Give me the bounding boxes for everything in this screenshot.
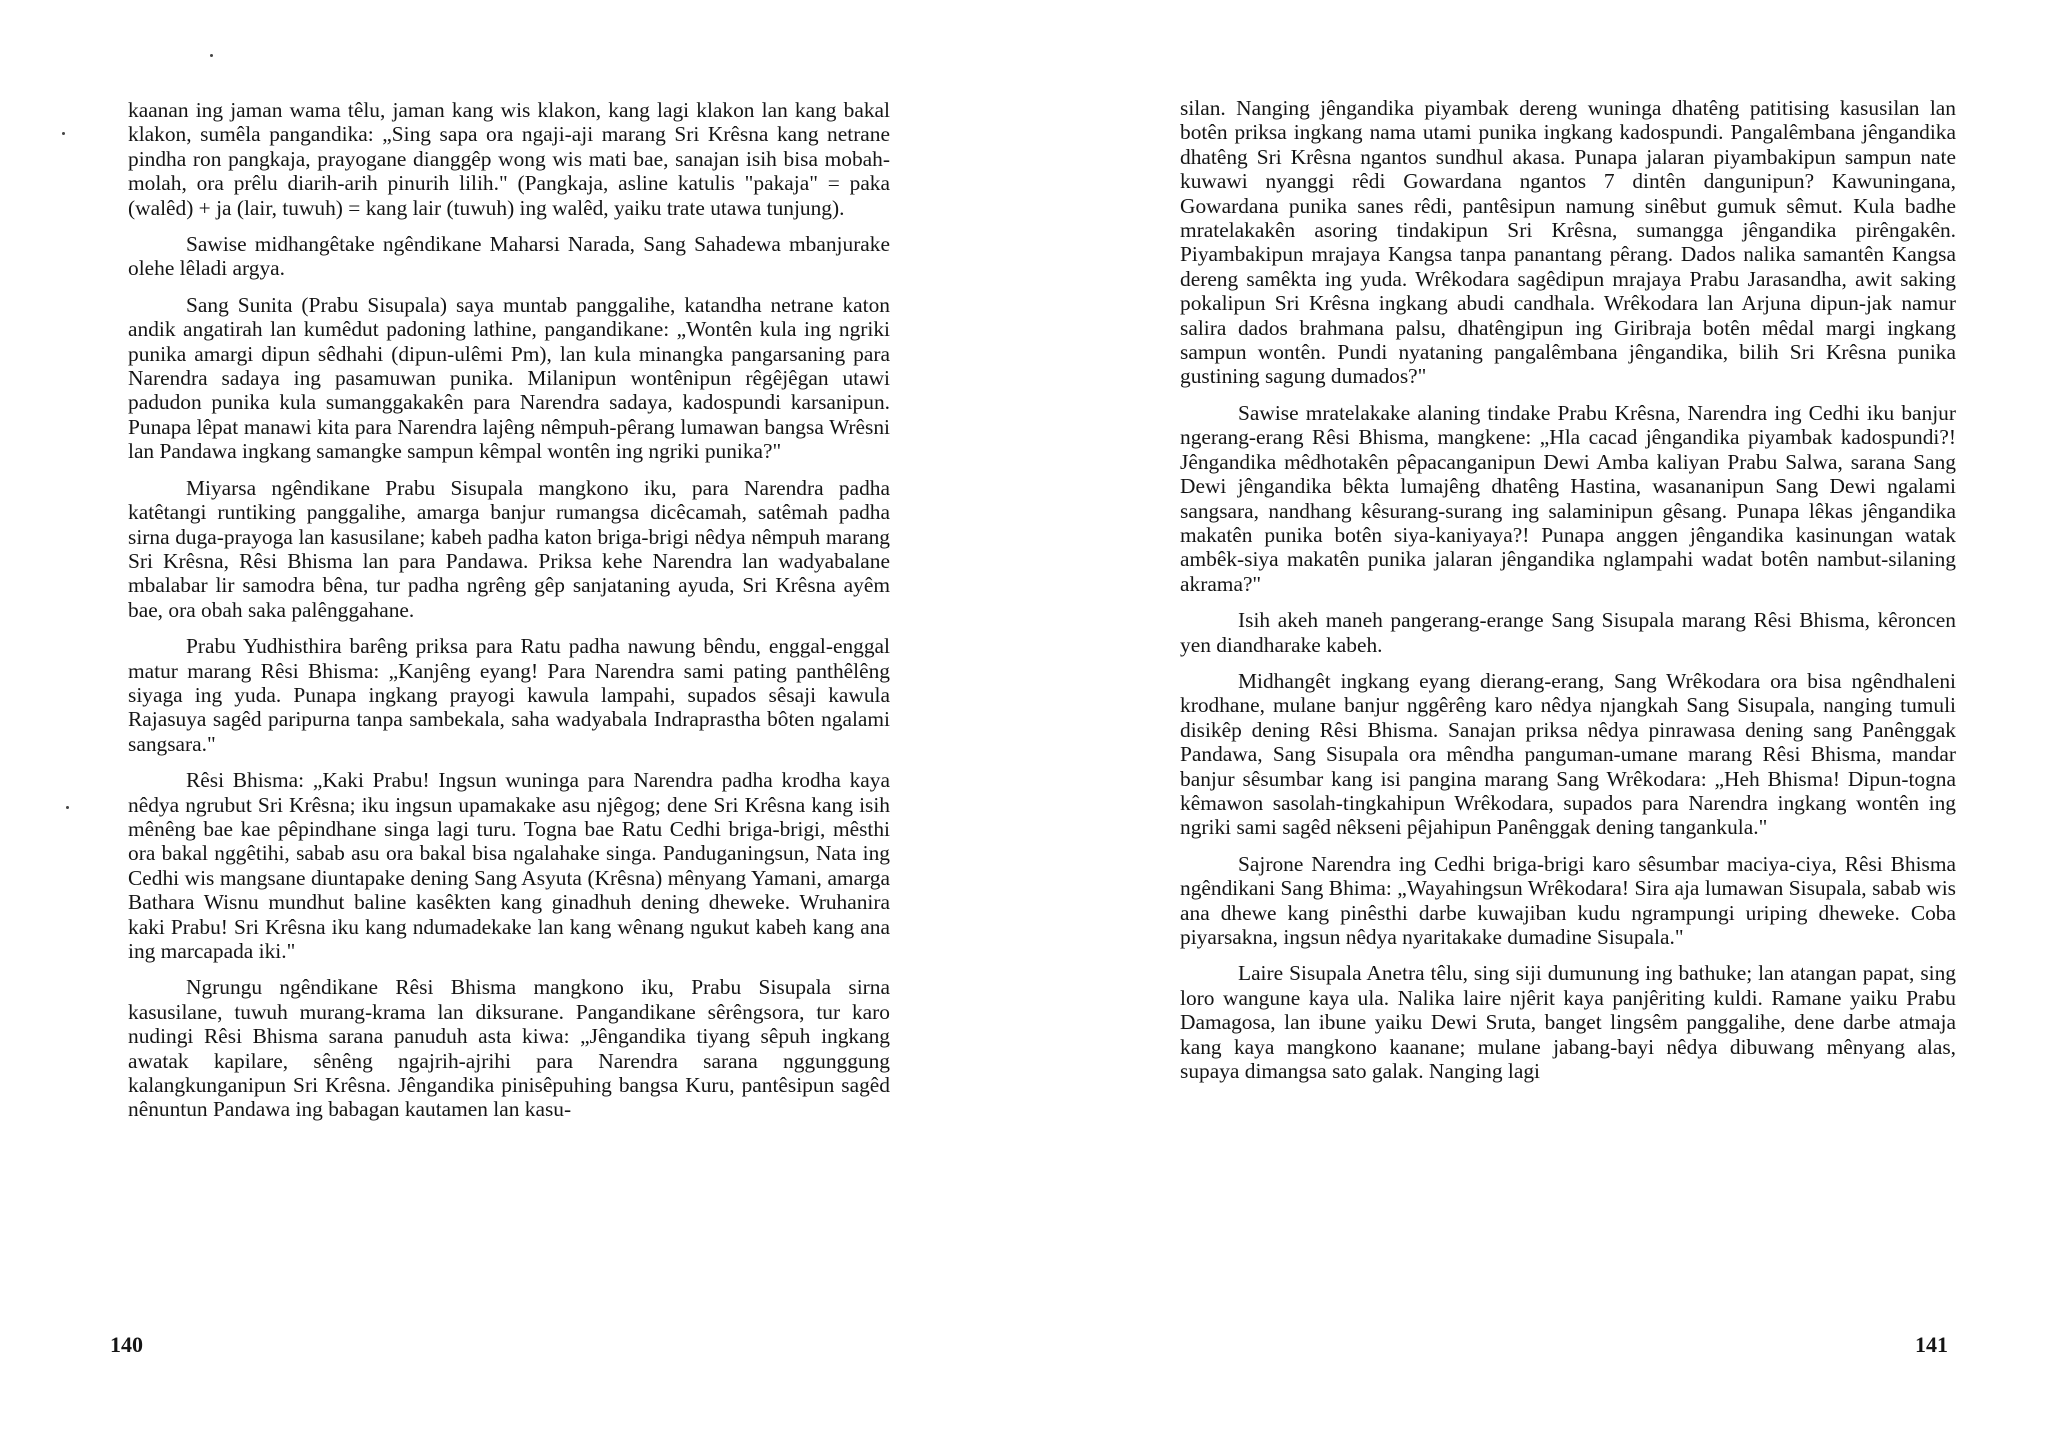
paragraph: kaanan ing jaman wama têlu, jaman kang wis klakon, kang lagi klakon lan kang bakal klakon, sumêla pangandika: „Sing sapa ora ngaji-aji marang Sri Krêsna kang netrane pindha ron pangkaja, prayogane dianggêp wong wis mati bae, sanajan isih bisa mobah-molah, ora prêlu diarih-arih pinurih lilih." (Pangkaja, asline katulis "pakaja" = paka (walêd) + ja (lair, tuwuh) = kang lair (tuwuh) ing walêd, yaiku trate utawa tunjung). (128, 98, 890, 220)
paragraph: Sang Sunita (Prabu Sisupala) saya muntab panggalihe, katandha netrane katon andik angatirah lan kumêdut padoning lathine, pangandikane: „Wontên kula ing ngriki punika amargi dipun sêdhahi (dipun-ulêmi Pm), lan kula minangka pangarsaning para Narendra sadaya ing pasamuwan punika. Milanipun wontênipun rêgêjêgan utawi padudon punika kula sumanggakakên para Narendra sadaya, kadospundi karsanipun. Punapa lêpat manawi kita para Narendra lajêng nêmpuh-pêrang lumawan bangsa Wrêsni lan Pandawa ingkang samangke sampun kêmpal wontên ing ngriki punika?" (128, 292, 890, 464)
paragraph: Prabu Yudhisthira barêng priksa para Ratu padha nawung bêndu, enggal-enggal matur marang Rêsi Bhisma: „Kanjêng eyang! Para Narendra sami pating panthêlêng siyaga ing yuda. Punapa ingkang prayogi kawula lampahi, supados sêsaji kawula Rajasuya sagêd paripurna tanpa sambekala, saha wadyabala Indraprastha bôten ngalami sangsara." (128, 634, 890, 756)
paragraph: Miyarsa ngêndikane Prabu Sisupala mangkono iku, para Narendra padha katêtangi runtiking panggalihe, amarga banjur rumangsa dicêcamah, satêmah padha sirna duga-prayoga lan kasusilane; kabeh padha katon briga-brigi nêdya nêmpuh marang Sri Krêsna, Rêsi Bhisma lan para Pandawa. Priksa kehe Narendra lan wadyabalane mbalabar lir samodra bêna, tur padha ngrêng gêp sanjataning ayuda, Sri Krêsna ayêm bae, ora obah saka palênggahane. (128, 475, 890, 622)
scan-speck (62, 132, 65, 135)
paragraph: Rêsi Bhisma: „Kaki Prabu! Ingsun wuninga para Narendra padha krodha kaya nêdya ngrubut Sri Krêsna; iku ingsun upamakake asu njêgog; dene Sri Krêsna kang isih mênêng bae kae pêpindhane singa lagi turu. Togna bae Ratu Cedhi briga-brigi, mêsthi ora bakal nggêtihi, sabab asu ora bakal bisa ngalahake singa. Panduganingsun, Nata ing Cedhi wis mangsane diuntapake dening Sang Asyuta (Krêsna) mênyang Yamani, amarga Bathara Wisnu mundhut baline kasêkten kang ginadhuh dening dheweke. Wruhanira kaki Prabu! Sri Krêsna iku kang ndumadekake lan kang wênang ngukut kabeh kang ana ing marcapada iki." (128, 768, 890, 963)
paragraph: Sawise mratelakake alaning tindake Prabu Krêsna, Narendra ing Cedhi iku banjur ngerang-erang Rêsi Bhisma, mangkene: „Hla cacad jêngandika piyambak kadospundi?! Jêngandika mêdhotakên pêpacanganipun Dewi Amba kaliyan Prabu Salwa, sarana Sang Dewi jêngandika bêkta lumajêng dhatêng Hastina, wasananipun Sang Dewi ngalami sangsara, nandhang kêsurang-surang ing salaminipun gêsang. Punapa lêkas jêngandika makatên punika botên siya-kaniyaya?! Punapa anggen jêngandika kasinungan watak ambêk-siya makatên punika jalaran jêngandika nglampahi wadat botên nambut-silaning akrama?" (1180, 400, 1956, 596)
paragraph: Isih akeh maneh pangerang-erange Sang Sisupala marang Rêsi Bhisma, kêroncen yen diandharake kabeh. (1180, 608, 1956, 657)
paragraph: Sawise midhangêtake ngêndikane Maharsi Narada, Sang Sahadewa mbanjurake olehe lêladi argya. (128, 232, 890, 281)
left-page-text (128, 98, 890, 1134)
paragraph: Midhangêt ingkang eyang dierang-erang, Sang Wrêkodara ora bisa ngêndhaleni krodhane, mulane banjur nggêrêng karo nêdya njangkah Sang Sisupala, nanging tumuli disikêp dening Rêsi Bhisma. Sanajan priksa nêdya pinrawasa dening sang Panênggak Pandawa, Sang Sisupala ora mêndha panguman-umane marang Rêsi Bhisma, mandar banjur sêsumbar kang isi pangina marang Sang Wrêkodara: „Heh Bhisma! Dipun-togna kêmawon sasolah-tingkahipun Wrêkodara, supados para Narendra ingkang wontên ing ngriki sami sagêd nêkseni pêjahipun Panênggak dening tangankula." (1180, 668, 1956, 840)
scan-speck (210, 54, 213, 57)
right-page (1010, 0, 2048, 1448)
paragraph: Laire Sisupala Anetra têlu, sing siji dumunung ing bathuke; lan atangan papat, sing loro wangune kaya ula. Nalika laire njêrit kaya panjêriting kuldi. Ramane yaiku Prabu Damagosa, lan ibune yaiku Dewi Sruta, banget lingsêm panggalihe, dene darbe atmaja kang kaya mangkono kaanane; mulane jabang-bayi nêdya dibuwang mênyang alas, supaya dimangsa sato galak. Nanging lagi (1180, 961, 1956, 1084)
scan-speck (66, 806, 69, 809)
left-page (0, 0, 1010, 1448)
paragraph: Ngrungu ngêndikane Rêsi Bhisma mangkono iku, Prabu Sisupala sirna kasusilane, tuwuh murang-krama lan diksurane. Pangandikane sêrêngsora, tur karo nudingi Rêsi Bhisma sarana panuduh asta kiwa: „Jêngandika tiyang sêpuh ingkang awatak kapilare, sênêng ngajrih-ajrihi para Narendra sarana nggunggung kalangkunganipun Sri Krêsna. Jêngandika pinisêpuhing bangsa Kuru, pantêsipun sagêd nênuntun Pandawa ing babagan kautamen lan kasu- (128, 975, 890, 1122)
paragraph: silan. Nanging jêngandika piyambak dereng wuninga dhatêng patitising kasusilan lan botên priksa ingkang nama utami punika ingkang kadospundi. Pangalêmbana jêngandika dhatêng Sri Krêsna ngantos sundhul akasa. Punapa jalaran piyambakipun sampun nate kuwawi nyanggi rêdi Gowardana ngantos 7 dintên dangunipun? Kawuningana, Gowardana punika sanes rêdi, pantêsipun namung sinêbut gumuk sêmut. Kula badhe mratelakakên asoring tindakipun Sri Krêsna, sumangga jêngandika pirêngakên. Piyambakipun mrajaya Kangsa tanpa panantang pêrang. Dados nalika samantên Kangsa dereng samêkta ing yuda. Wrêkodara sagêdipun mrajaya Prabu Jarasandha, awit saking pokalipun Sri Krêsna ingkang abudi candhala. Wrêkodara lan Arjuna dipun-jak namur salira dados brahmana palsu, dhatêngipun ing Giribraja botên mêdal margi ingkang sampun wontên. Pundi nyataning pangalêmbana jêngandika, bilih Sri Krêsna punika gustining sagung dumados?" (1180, 96, 1956, 389)
page-number-right: 141 (1915, 1332, 1948, 1357)
page-number-left: 140 (110, 1332, 143, 1357)
paragraph: Sajrone Narendra ing Cedhi briga-brigi karo sêsumbar maciya-ciya, Rêsi Bhisma ngêndikani Sang Bhima: „Wayahingsun Wrêkodara! Sira aja lumawan Sisupala, sabab wis ana dhewe kang pinêsthi darbe kuwajiban kudu ngrampungi uriping dheweke. Coba piyarsakna, ingsun nêdya nyaritakake dumadine Sisupala." (1180, 851, 1956, 949)
right-page-text (1180, 96, 1956, 1095)
